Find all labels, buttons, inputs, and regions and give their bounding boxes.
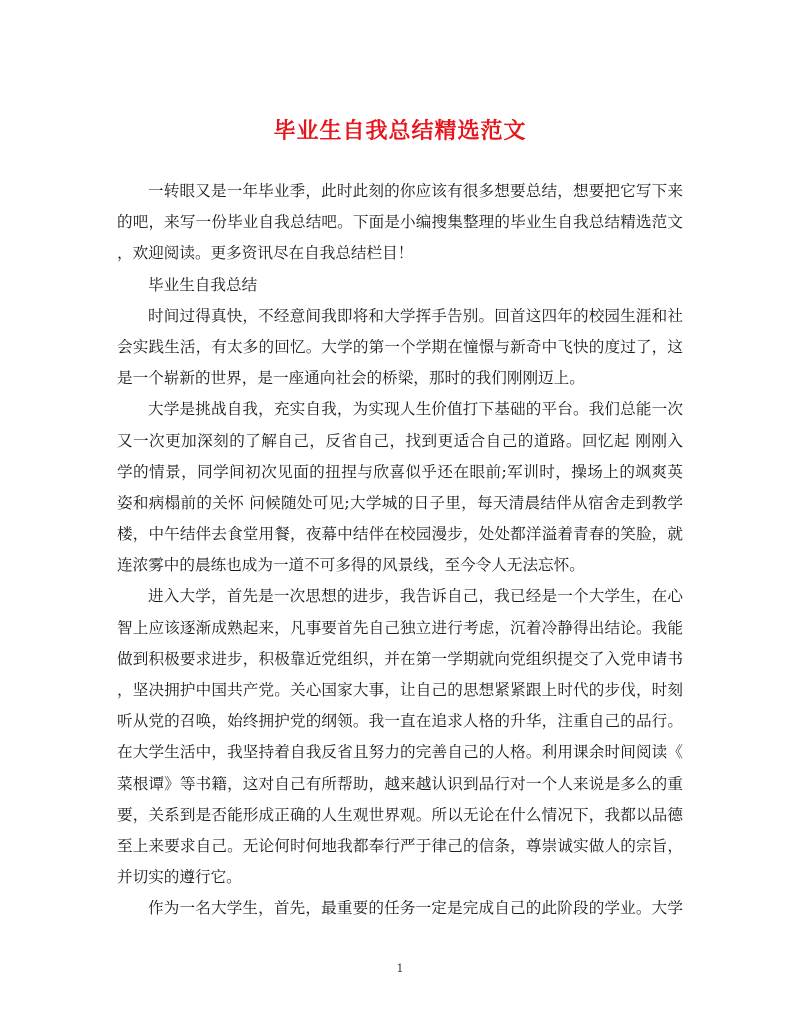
text-line: 做到积极要求进步，积极靠近党组织，并在第一学期就向党组织提交了入党申请书: [117, 649, 683, 668]
text-line: 毕业生自我总结: [148, 275, 258, 294]
text-line: 一转眼又是一年毕业季，此时此刻的你应该有很多想要总结，想要把它写下来: [148, 182, 683, 200]
body-text: [117, 176, 683, 925]
text-line: 是一个崭新的世界，是一座通向社会的桥梁，那时的我们刚刚迈上。: [117, 369, 585, 388]
text-line: 进入大学，首先是一次思想的进步，我告诉自己，我已经是一个大学生，在心: [148, 587, 683, 606]
text-line: 在大学生活中，我坚持着自我反省且努力的完善自己的人格。利用课余时间阅读《: [117, 743, 683, 762]
text-line: 姿和病榻前的关怀 问候随处可见;大学城的日子里，每天清晨结伴从宿舍走到教学: [117, 493, 683, 512]
text-line: 时间过得真快，不经意间我即将和大学挥手告别。回首这四年的校园生涯和社: [148, 306, 683, 325]
text-line: 又一次更加深刻的了解自己，反省自己，找到更适合自己的道路。回忆起 刚刚入: [117, 431, 683, 450]
text-line: 大学是挑战自我，充实自我，为实现人生价值打下基础的平台。我们总能一次: [148, 400, 683, 419]
text-line: 作为一名大学生，首先，最重要的任务一定是完成自己的此阶段的学业。大学: [148, 899, 683, 918]
page-number: 1: [396, 962, 404, 975]
text-line: 菜根谭》等书籍，这对自己有所帮助，越来越认识到品行对一个人来说是多么的重: [117, 774, 683, 793]
text-line: 楼，中午结伴去食堂用餐，夜幕中结伴在校园漫步，处处都洋溢着青春的笑脸，就: [117, 525, 683, 544]
text-line: ，欢迎阅读。更多资讯尽在自我总结栏目！: [117, 244, 414, 263]
text-line: ，坚决拥护中国共产党。关心国家大事，让自己的思想紧紧跟上时代的步伐，时刻: [117, 681, 683, 699]
text-line: 至上来要求自己。无论何时何地我都奉行严于律己的信条，尊崇诚实做人的宗旨，: [117, 836, 683, 855]
text-line: 的吧，来写一份毕业自我总结吧。下面是小编搜集整理的毕业生自我总结精选范文: [117, 213, 683, 232]
text-line: 听从党的召唤，始终拥护党的纲领。我一直在追求人格的升华，注重自己的品行。: [117, 712, 683, 731]
text-line: 会实践生活，有太多的回忆。大学的第一个学期在憧憬与新奇中飞快的度过了，这: [117, 337, 683, 356]
text-line: 要，关系到是否能形成正确的人生观世界观。所以无论在什么情况下，我都以品德: [117, 805, 683, 824]
text-line: 智上应该逐渐成熟起来，凡事要首先自己独立进行考虑，沉着冷静得出结论。我能: [117, 618, 683, 637]
text-line: 学的情景，同学间初次见面的扭捏与欣喜似乎还在眼前;军训时，操场上的飒爽英: [117, 462, 683, 481]
text-line: 并切实的遵行它。: [117, 868, 242, 887]
page-title: 毕业生自我总结精选范文: [273, 118, 527, 144]
text-line: 连浓雾中的晨练也成为一道不可多得的风景线，至今令人无法忘怀。: [117, 556, 585, 575]
